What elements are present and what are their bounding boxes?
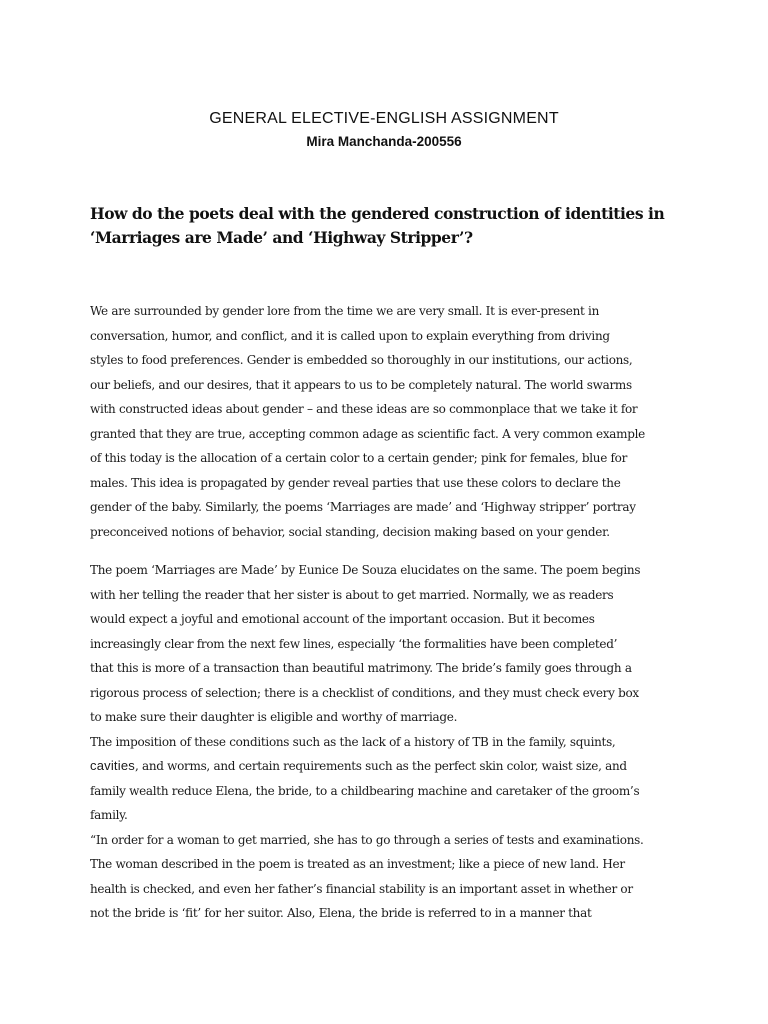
text-line: with her telling the reader that her sister is about to get married. Normally, we as readers	[90, 587, 614, 602]
paragraph-conditions	[90, 730, 686, 828]
text-line: preconceived notions of behavior, social standing, decision making based on your gender.	[90, 524, 610, 539]
text-line: gender of the baby. Similarly, the poems ‘Marriages are made’ and ‘Highway stripper’ portray	[90, 500, 636, 514]
assignment-question	[90, 202, 680, 250]
text-line: health is checked, and even her father’s financial stability is an important asset in whether or	[90, 881, 633, 896]
text-line: family.	[90, 808, 128, 822]
document-header	[0, 108, 768, 152]
text-line: to make sure their daughter is eligible and worthy of marriage.	[90, 710, 458, 724]
text-line: increasingly clear from the next few lines, especially ‘the formalities have been completed’	[90, 636, 618, 651]
text-line: The poem ‘Marriages are Made’ by Eunice De Souza elucidates on the same. The poem begins	[90, 563, 641, 577]
paragraph-quote	[90, 828, 686, 926]
text-line: rigorous process of selection; there is a checklist of conditions, and they must check every box	[90, 685, 639, 700]
text-line: our beliefs, and our desires, that it appears to us to be completely natural. The world swarms	[90, 377, 632, 392]
text-line: males. This idea is propagated by gender reveal parties that use these colors to declare the	[90, 475, 621, 490]
text-line: styles to food preferences. Gender is embedded so thoroughly in our institutions, our actions,	[90, 353, 633, 367]
text-line: “In order for a woman to get married, she has to go through a series of tests and examinations.	[90, 832, 644, 847]
text-line: of this today is the allocation of a certain color to a certain gender; pink for females, blue for	[90, 451, 628, 465]
text-fragment: , and worms, and certain requirements such as the perfect skin color, waist size, and	[134, 759, 627, 773]
text-line: conversation, humor, and conflict, and it is called upon to explain everything from driving	[90, 328, 610, 343]
question-line: ‘Marriages are Made’ and ‘Highway Stripper’?	[90, 228, 473, 247]
text-line	[90, 754, 686, 779]
paragraph-marriages	[90, 558, 686, 730]
document-title: GENERAL ELECTIVE-ENGLISH ASSIGNMENT	[209, 110, 559, 127]
question-line: How do the poets deal with the gendered construction of identities in	[90, 204, 665, 223]
text-line: would expect a joyful and emotional account of the important occasion. But it becomes	[90, 612, 595, 626]
text-line: The woman described in the poem is treated as an investment; like a piece of new land. Her	[90, 857, 625, 871]
text-line: granted that they are true, accepting common adage as scientific fact. A very common example	[90, 426, 645, 441]
text-line: that this is more of a transaction than beautiful matrimony. The bride’s family goes through a	[90, 661, 632, 675]
text-line: not the bride is ‘fit’ for her suitor. Also, Elena, the bride is referred to in a manner that	[90, 906, 592, 920]
author-line: Mira Manchanda-200556	[306, 134, 462, 149]
text-line: with constructed ideas about gender – and these ideas are so commonplace that we take it for	[90, 402, 638, 416]
paragraph-intro	[90, 299, 686, 544]
text-line: The imposition of these conditions such as the lack of a history of TB in the family, squints,	[90, 734, 616, 749]
text-line: We are surrounded by gender lore from the time we are very small. It is ever-present in	[90, 304, 600, 318]
text-line: family wealth reduce Elena, the bride, to a childbearing machine and caretaker of the groom’s	[90, 783, 640, 798]
cavities-word: cavities	[90, 758, 135, 773]
essay-body	[90, 299, 686, 926]
